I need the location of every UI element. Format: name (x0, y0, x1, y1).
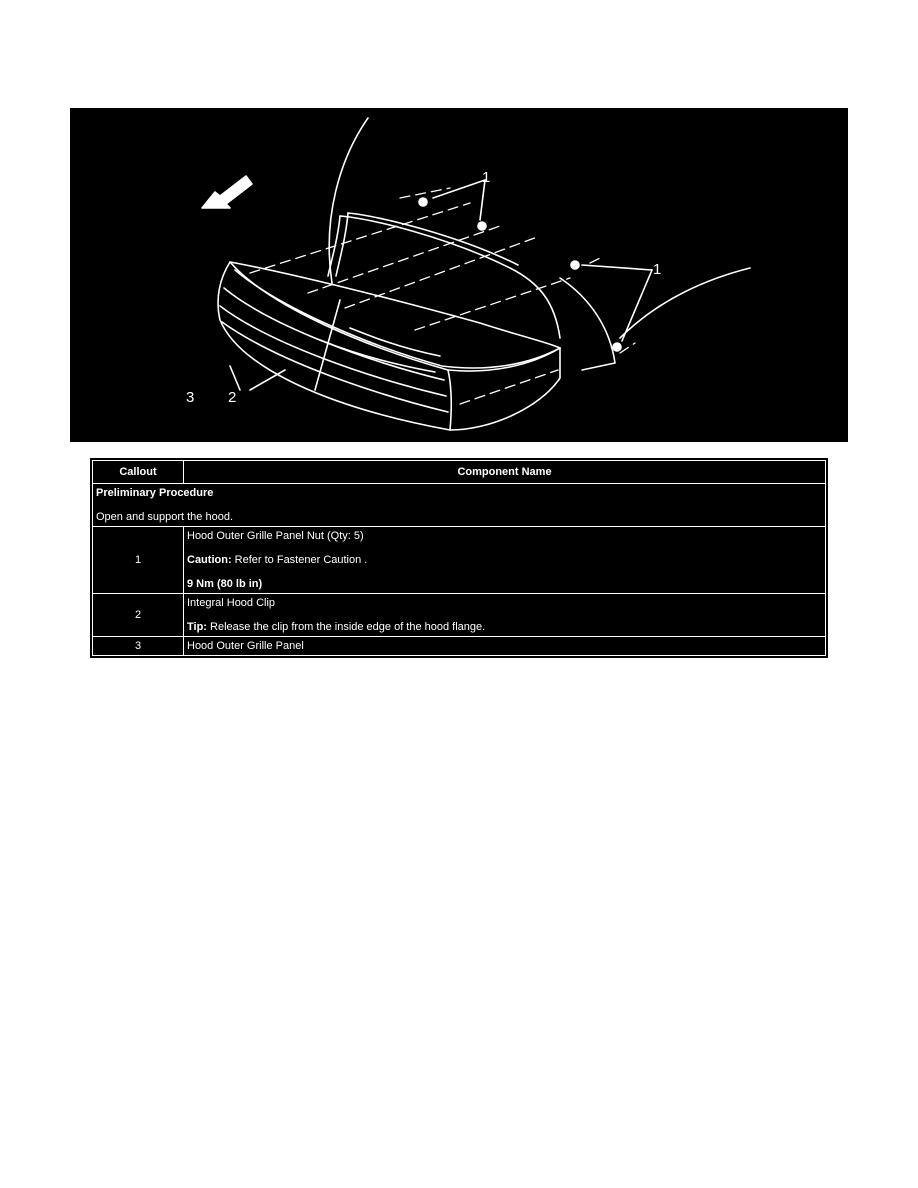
row-callout: 2 (93, 594, 184, 637)
table-row (93, 594, 826, 637)
callout-1-upper: 1 (482, 169, 491, 186)
tip-text: Release the clip from the inside edge of the hood flange. (206, 621, 486, 633)
caution-text: Refer to Fastener Caution . (231, 554, 368, 566)
torque-spec: 9 Nm (80 lb in) (187, 578, 263, 590)
row-component (184, 637, 826, 656)
preliminary-cell (93, 484, 826, 527)
tip-label: Tip: (187, 621, 207, 633)
preliminary-title: Preliminary Procedure (96, 487, 214, 499)
row-component (184, 527, 826, 594)
row-callout: 3 (93, 637, 184, 656)
table-row (93, 527, 826, 594)
row-callout: 1 (93, 527, 184, 594)
component-name: Hood Outer Grille Panel Nut (Qty: 5) (187, 530, 364, 542)
header-component-name: Component Name (184, 461, 826, 484)
component-name: Hood Outer Grille Panel (187, 640, 304, 652)
header-callout: Callout (93, 461, 184, 484)
component-table (92, 460, 826, 656)
table-row (93, 637, 826, 656)
grille-diagram (70, 108, 848, 442)
caution-label: Caution: (187, 554, 232, 566)
tip-note (187, 620, 822, 634)
row-component (184, 594, 826, 637)
component-table-container (90, 458, 828, 658)
callout-1-right: 1 (653, 261, 662, 278)
caution-note (187, 553, 822, 567)
exploded-view-illustration (70, 108, 848, 442)
table-header-row (93, 461, 826, 484)
preliminary-row (93, 484, 826, 527)
preliminary-text: Open and support the hood. (96, 511, 233, 523)
front-direction-arrow-icon (202, 176, 252, 208)
callout-2: 2 (228, 389, 237, 406)
component-name: Integral Hood Clip (187, 597, 276, 609)
callout-3: 3 (186, 389, 195, 406)
